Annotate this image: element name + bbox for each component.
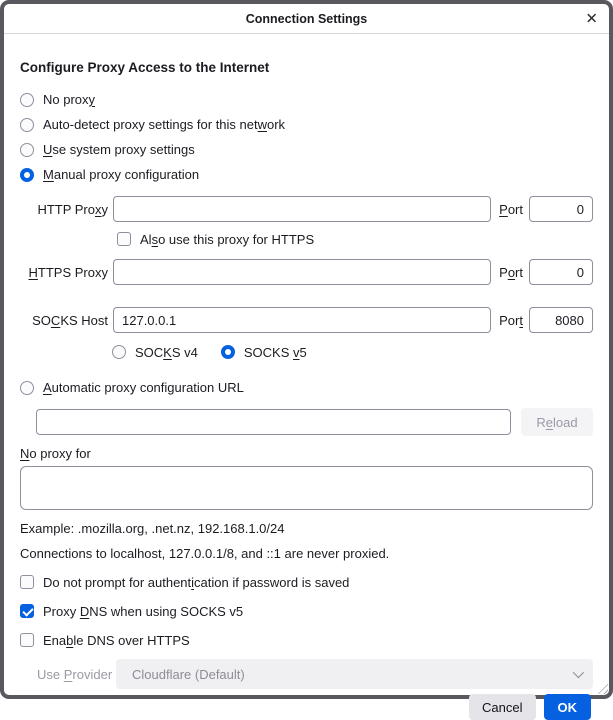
radio-icon[interactable]: [112, 345, 126, 359]
close-icon[interactable]: ✕: [585, 10, 598, 27]
auto-url-row: [20, 408, 593, 436]
http-port-label: Port: [499, 201, 523, 217]
radio-system-proxy-label: Use system proxy settings: [43, 142, 195, 157]
radio-selected-icon: [20, 168, 34, 182]
radio-selected-icon[interactable]: [221, 345, 235, 359]
radio-auto-detect[interactable]: [20, 112, 593, 137]
radio-icon: [20, 143, 34, 157]
no-proxy-for-textarea[interactable]: [20, 466, 593, 510]
socks-v4-label[interactable]: SOCKS v4: [135, 344, 198, 360]
no-prompt-auth-label: Do not prompt for authentication if password is saved: [43, 574, 350, 590]
checkbox-icon: [117, 232, 131, 246]
http-proxy-label: HTTP Proxy: [37, 201, 108, 217]
radio-no-proxy-label: No proxy: [43, 92, 96, 107]
socks-host-input[interactable]: [113, 307, 491, 333]
checkbox-checked-icon: [20, 604, 34, 618]
radio-icon: [20, 118, 34, 132]
radio-system-proxy[interactable]: [20, 137, 593, 162]
ok-button[interactable]: OK: [544, 694, 592, 720]
doh-checkbox-row[interactable]: [20, 632, 593, 648]
proxy-dns-checkbox-row[interactable]: [20, 603, 593, 619]
radio-auto-url[interactable]: [20, 375, 593, 400]
dialog-content: [4, 60, 609, 720]
dialog-buttons: [20, 694, 593, 720]
cancel-button[interactable]: Cancel: [469, 694, 535, 720]
http-proxy-input[interactable]: [113, 196, 491, 222]
also-https-label: Also use this proxy for HTTPS: [140, 231, 315, 247]
radio-icon: [20, 93, 34, 107]
radio-manual-proxy-label: Manual proxy configuration: [43, 167, 200, 182]
auto-url-input[interactable]: [36, 409, 511, 435]
socks-version-row: [112, 342, 593, 362]
doh-label: Enable DNS over HTTPS: [43, 632, 190, 648]
no-prompt-auth-checkbox-row[interactable]: [20, 574, 593, 590]
provider-selected-value: Cloudflare (Default): [132, 666, 245, 682]
provider-row: [20, 659, 593, 689]
proxy-dns-label: Proxy DNS when using SOCKS v5: [43, 603, 244, 619]
reload-button[interactable]: Reload: [521, 408, 593, 436]
radio-manual-proxy[interactable]: [20, 162, 593, 187]
no-proxy-for-label: No proxy for: [20, 446, 91, 461]
titlebar: [4, 4, 609, 34]
https-proxy-label: HTTPS Proxy: [28, 264, 108, 280]
http-port-input[interactable]: [529, 196, 593, 222]
socks-host-label: SOCKS Host: [32, 312, 108, 328]
example-text: Example: .mozilla.org, .net.nz, 192.168.1.0/24: [20, 521, 285, 536]
https-port-label: Port: [499, 264, 523, 280]
http-proxy-row: [20, 196, 593, 222]
checkbox-icon: [20, 575, 34, 589]
socks-port-input[interactable]: [529, 307, 593, 333]
radio-icon: [20, 381, 34, 395]
https-proxy-input[interactable]: [113, 259, 491, 285]
also-https-checkbox-row[interactable]: [117, 231, 593, 247]
socks-port-label: Port: [499, 312, 523, 328]
chevron-down-icon: [573, 667, 584, 678]
use-provider-label: Use Provider: [37, 666, 113, 682]
radio-auto-url-label: Automatic proxy configuration URL: [43, 380, 244, 395]
https-port-input[interactable]: [529, 259, 593, 285]
https-proxy-row: [20, 259, 593, 285]
socks-host-row: [20, 307, 593, 333]
page-title: Configure Proxy Access to the Internet: [20, 60, 270, 75]
checkbox-icon: [20, 633, 34, 647]
provider-dropdown[interactable]: [116, 659, 593, 689]
socks-v5-label[interactable]: SOCKS v5: [243, 344, 307, 360]
radio-no-proxy[interactable]: [20, 87, 593, 112]
localhost-note-text: Connections to localhost, 127.0.0.1/8, and ::1 are never proxied.: [20, 546, 390, 561]
dialog-title: Connection Settings: [245, 11, 368, 26]
radio-auto-detect-label: Auto-detect proxy settings for this network: [43, 117, 286, 132]
